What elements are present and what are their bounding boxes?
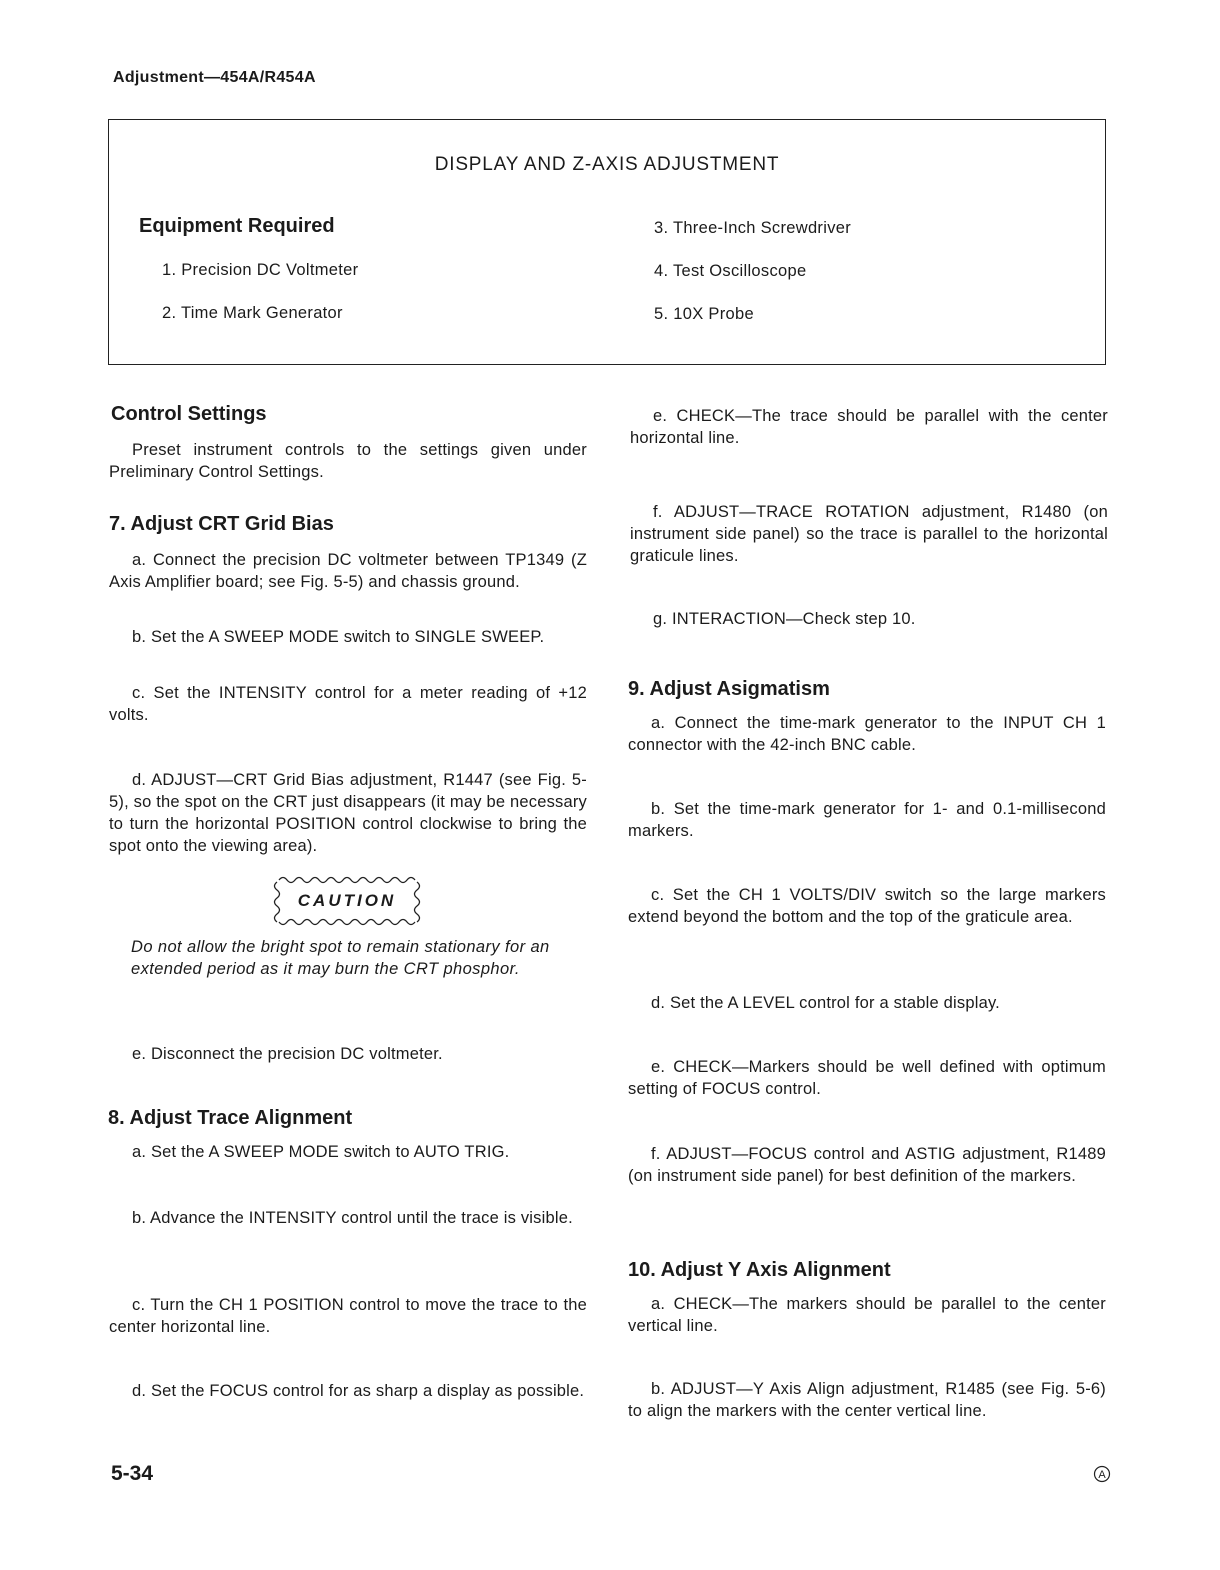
- step9-b: b. Set the time-mark generator for 1- and 0.1-millisecond markers.: [628, 800, 1106, 840]
- step8-heading: 8. Adjust Trace Alignment: [108, 1107, 353, 1129]
- equipment-item: 4. Test Oscilloscope: [654, 262, 807, 280]
- step10-b: b. ADJUST—Y Axis Align adjustment, R1485 (see Fig. 5-6) to align the markers with the center vertical line.: [628, 1380, 1106, 1420]
- caution-text: Do not allow the bright spot to remain stationary for an extended period as it may burn the CRT phosphor.: [131, 938, 550, 978]
- equipment-required-box: [108, 119, 1106, 365]
- step9-d: d. Set the A LEVEL control for a stable display.: [651, 994, 1000, 1012]
- step8-b: b. Advance the INTENSITY control until the trace is visible.: [132, 1209, 573, 1227]
- step9-e: e. CHECK—Markers should be well defined with optimum setting of FOCUS control.: [628, 1058, 1106, 1098]
- step8-g: g. INTERACTION—Check step 10.: [653, 610, 916, 628]
- step7-a: a. Connect the precision DC voltmeter between TP1349 (Z Axis Amplifier board; see Fig. 5-5) and chassis ground.: [109, 551, 587, 591]
- step7-c: c. Set the INTENSITY control for a meter reading of +12 volts.: [109, 684, 587, 724]
- step9-heading: 9. Adjust Asigmatism: [628, 678, 830, 700]
- step10-a: a. CHECK—The markers should be parallel to the center vertical line.: [628, 1295, 1106, 1335]
- equipment-heading: Equipment Required: [139, 215, 335, 237]
- control-settings-text: Preset instrument controls to the settings given under Preliminary Control Settings.: [109, 441, 587, 481]
- equipment-item: 2. Time Mark Generator: [162, 304, 343, 322]
- step9-c: c. Set the CH 1 VOLTS/DIV switch so the large markers extend beyond the bottom and the top of the graticule area.: [628, 886, 1106, 926]
- running-header: Adjustment—454A/R454A: [113, 69, 316, 86]
- step7-heading: 7. Adjust CRT Grid Bias: [109, 513, 334, 535]
- step9-f: f. ADJUST—FOCUS control and ASTIG adjustment, R1489 (on instrument side panel) for best definition of the markers.: [628, 1145, 1106, 1185]
- equipment-item: 5. 10X Probe: [654, 305, 754, 323]
- equipment-item: 1. Precision DC Voltmeter: [162, 261, 359, 279]
- step8-e: e. CHECK—The trace should be parallel with the center horizontal line.: [630, 407, 1108, 447]
- step9-a: a. Connect the time-mark generator to the INPUT CH 1 connector with the 42-inch BNC cable.: [628, 714, 1106, 754]
- page-number: 5-34: [111, 1462, 154, 1485]
- caution-label: CAUTION: [297, 891, 397, 910]
- step7-b: b. Set the A SWEEP MODE switch to SINGLE SWEEP.: [132, 628, 545, 646]
- step8-c: c. Turn the CH 1 POSITION control to move the trace to the center horizontal line.: [109, 1296, 587, 1336]
- caution-box: [269, 872, 425, 930]
- step8-a: a. Set the A SWEEP MODE switch to AUTO TRIG.: [132, 1143, 510, 1161]
- step8-f: f. ADJUST—TRACE ROTATION adjustment, R1480 (on instrument side panel) so the trace is parallel to the horizontal graticule lines.: [630, 503, 1108, 565]
- procedure-title: DISPLAY AND Z-AXIS ADJUSTMENT: [434, 154, 780, 175]
- step7-d: d. ADJUST—CRT Grid Bias adjustment, R1447 (see Fig. 5-5), so the spot on the CRT just disappears (it may be necessary to turn the horizontal POSITION control clockwise to bring the spot onto the viewing area).: [109, 771, 587, 855]
- equipment-item: 3. Three-Inch Screwdriver: [654, 219, 852, 237]
- step10-heading: 10. Adjust Y Axis Alignment: [628, 1259, 891, 1281]
- step7-e: e. Disconnect the precision DC voltmeter.: [132, 1045, 443, 1063]
- revision-mark-letter: A: [1098, 1469, 1106, 1481]
- control-settings-heading: Control Settings: [111, 403, 267, 425]
- revision-mark-icon: [1093, 1465, 1111, 1483]
- step8-d: d. Set the FOCUS control for as sharp a display as possible.: [132, 1382, 585, 1400]
